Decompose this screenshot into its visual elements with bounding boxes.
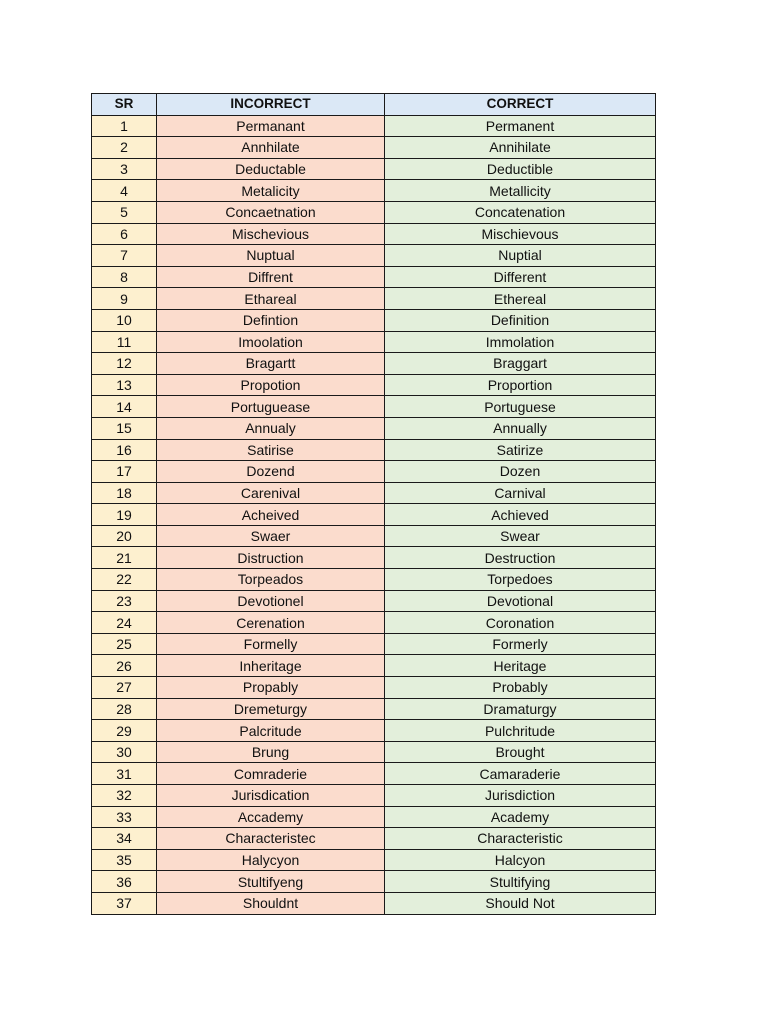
incorrect-cell: Formelly [157, 633, 385, 655]
sr-cell: 16 [92, 439, 157, 461]
incorrect-cell: Accademy [157, 806, 385, 828]
table-row [92, 331, 656, 353]
table-row [92, 115, 656, 137]
correct-cell: Academy [385, 806, 656, 828]
sr-cell: 18 [92, 482, 157, 504]
sr-cell: 31 [92, 763, 157, 785]
sr-cell: 3 [92, 158, 157, 180]
table-header [92, 94, 656, 116]
table-row [92, 245, 656, 267]
correct-cell: Deductible [385, 158, 656, 180]
incorrect-cell: Portuguease [157, 396, 385, 418]
correct-cell: Proportion [385, 374, 656, 396]
table-row [92, 504, 656, 526]
incorrect-cell: Torpeados [157, 569, 385, 591]
correct-cell: Heritage [385, 655, 656, 677]
table-row [92, 461, 656, 483]
table-row [92, 201, 656, 223]
incorrect-cell: Jurisdication [157, 785, 385, 807]
spelling-sheet [91, 93, 655, 915]
sr-cell: 15 [92, 417, 157, 439]
correct-cell: Destruction [385, 547, 656, 569]
sr-cell: 10 [92, 309, 157, 331]
sr-cell: 20 [92, 525, 157, 547]
incorrect-cell: Annhilate [157, 137, 385, 159]
sr-cell: 25 [92, 633, 157, 655]
sr-cell: 32 [92, 785, 157, 807]
correct-cell: Formerly [385, 633, 656, 655]
sr-cell: 34 [92, 828, 157, 850]
table-row [92, 806, 656, 828]
correct-cell: Coronation [385, 612, 656, 634]
table-row [92, 741, 656, 763]
incorrect-cell: Stultifyeng [157, 871, 385, 893]
table-row [92, 223, 656, 245]
table-row [92, 828, 656, 850]
correct-cell: Characteristic [385, 828, 656, 850]
incorrect-cell: Imoolation [157, 331, 385, 353]
correct-cell: Pulchritude [385, 720, 656, 742]
sr-cell: 1 [92, 115, 157, 137]
sr-cell: 27 [92, 677, 157, 699]
incorrect-cell: Comraderie [157, 763, 385, 785]
incorrect-cell: Bragartt [157, 353, 385, 375]
sr-cell: 11 [92, 331, 157, 353]
correct-cell: Metallicity [385, 180, 656, 202]
incorrect-column-header: INCORRECT [157, 94, 385, 116]
table-row [92, 569, 656, 591]
sr-cell: 35 [92, 849, 157, 871]
table-row [92, 482, 656, 504]
table-row [92, 180, 656, 202]
correct-cell: Swear [385, 525, 656, 547]
table-row [92, 417, 656, 439]
table-row [92, 137, 656, 159]
table-row [92, 590, 656, 612]
incorrect-cell: Satirise [157, 439, 385, 461]
correct-cell: Dramaturgy [385, 698, 656, 720]
incorrect-cell: Defintion [157, 309, 385, 331]
sr-cell: 4 [92, 180, 157, 202]
table-row [92, 353, 656, 375]
incorrect-cell: Concaetnation [157, 201, 385, 223]
correct-cell: Torpedoes [385, 569, 656, 591]
table-row [92, 698, 656, 720]
table-row [92, 288, 656, 310]
sr-cell: 26 [92, 655, 157, 677]
incorrect-cell: Annualy [157, 417, 385, 439]
incorrect-cell: Distruction [157, 547, 385, 569]
correct-cell: Immolation [385, 331, 656, 353]
table-row [92, 396, 656, 418]
correct-cell: Devotional [385, 590, 656, 612]
correct-cell: Portuguese [385, 396, 656, 418]
sr-cell: 36 [92, 871, 157, 893]
incorrect-cell: Propably [157, 677, 385, 699]
incorrect-cell: Carenival [157, 482, 385, 504]
incorrect-cell: Ethareal [157, 288, 385, 310]
correct-column-header: CORRECT [385, 94, 656, 116]
correct-cell: Brought [385, 741, 656, 763]
sr-cell: 2 [92, 137, 157, 159]
table-row [92, 763, 656, 785]
incorrect-cell: Characteristec [157, 828, 385, 850]
sr-cell: 7 [92, 245, 157, 267]
correct-cell: Annihilate [385, 137, 656, 159]
correct-cell: Satirize [385, 439, 656, 461]
correct-cell: Jurisdiction [385, 785, 656, 807]
incorrect-cell: Inheritage [157, 655, 385, 677]
table-row [92, 892, 656, 914]
correct-cell: Stultifying [385, 871, 656, 893]
sr-cell: 23 [92, 590, 157, 612]
table-row [92, 525, 656, 547]
sr-column-header: SR [92, 94, 157, 116]
incorrect-cell: Cerenation [157, 612, 385, 634]
correct-cell: Halcyon [385, 849, 656, 871]
correct-cell: Mischievous [385, 223, 656, 245]
incorrect-cell: Halycyon [157, 849, 385, 871]
correct-cell: Concatenation [385, 201, 656, 223]
incorrect-cell: Nuptual [157, 245, 385, 267]
sr-cell: 5 [92, 201, 157, 223]
table-row [92, 633, 656, 655]
correct-cell: Nuptial [385, 245, 656, 267]
correct-cell: Camaraderie [385, 763, 656, 785]
incorrect-cell: Dozend [157, 461, 385, 483]
table-row [92, 612, 656, 634]
incorrect-cell: Propotion [157, 374, 385, 396]
sr-cell: 14 [92, 396, 157, 418]
correct-cell: Annually [385, 417, 656, 439]
sr-cell: 13 [92, 374, 157, 396]
incorrect-cell: Metalicity [157, 180, 385, 202]
sr-cell: 33 [92, 806, 157, 828]
sr-cell: 29 [92, 720, 157, 742]
sr-cell: 6 [92, 223, 157, 245]
incorrect-cell: Dremeturgy [157, 698, 385, 720]
table-body [92, 115, 656, 914]
sr-cell: 28 [92, 698, 157, 720]
correct-cell: Probably [385, 677, 656, 699]
sr-cell: 8 [92, 266, 157, 288]
sr-cell: 24 [92, 612, 157, 634]
incorrect-cell: Brung [157, 741, 385, 763]
table-row [92, 547, 656, 569]
sr-cell: 22 [92, 569, 157, 591]
correct-cell: Should Not [385, 892, 656, 914]
correct-cell: Braggart [385, 353, 656, 375]
incorrect-cell: Mischevious [157, 223, 385, 245]
sr-cell: 9 [92, 288, 157, 310]
incorrect-cell: Shouldnt [157, 892, 385, 914]
table-row [92, 677, 656, 699]
correct-cell: Dozen [385, 461, 656, 483]
sr-cell: 37 [92, 892, 157, 914]
incorrect-cell: Acheived [157, 504, 385, 526]
table-row [92, 439, 656, 461]
table-row [92, 849, 656, 871]
incorrect-cell: Diffrent [157, 266, 385, 288]
spelling-table [91, 93, 656, 915]
sr-cell: 21 [92, 547, 157, 569]
table-row [92, 309, 656, 331]
incorrect-cell: Palcritude [157, 720, 385, 742]
correct-cell: Ethereal [385, 288, 656, 310]
table-row [92, 871, 656, 893]
sr-cell: 30 [92, 741, 157, 763]
incorrect-cell: Deductable [157, 158, 385, 180]
sr-cell: 17 [92, 461, 157, 483]
table-row [92, 158, 656, 180]
table-row [92, 266, 656, 288]
incorrect-cell: Devotionel [157, 590, 385, 612]
header-row [92, 94, 656, 116]
incorrect-cell: Permanant [157, 115, 385, 137]
correct-cell: Permanent [385, 115, 656, 137]
sr-cell: 19 [92, 504, 157, 526]
correct-cell: Carnival [385, 482, 656, 504]
incorrect-cell: Swaer [157, 525, 385, 547]
correct-cell: Definition [385, 309, 656, 331]
table-row [92, 720, 656, 742]
table-row [92, 374, 656, 396]
table-row [92, 655, 656, 677]
sr-cell: 12 [92, 353, 157, 375]
table-row [92, 785, 656, 807]
correct-cell: Achieved [385, 504, 656, 526]
correct-cell: Different [385, 266, 656, 288]
